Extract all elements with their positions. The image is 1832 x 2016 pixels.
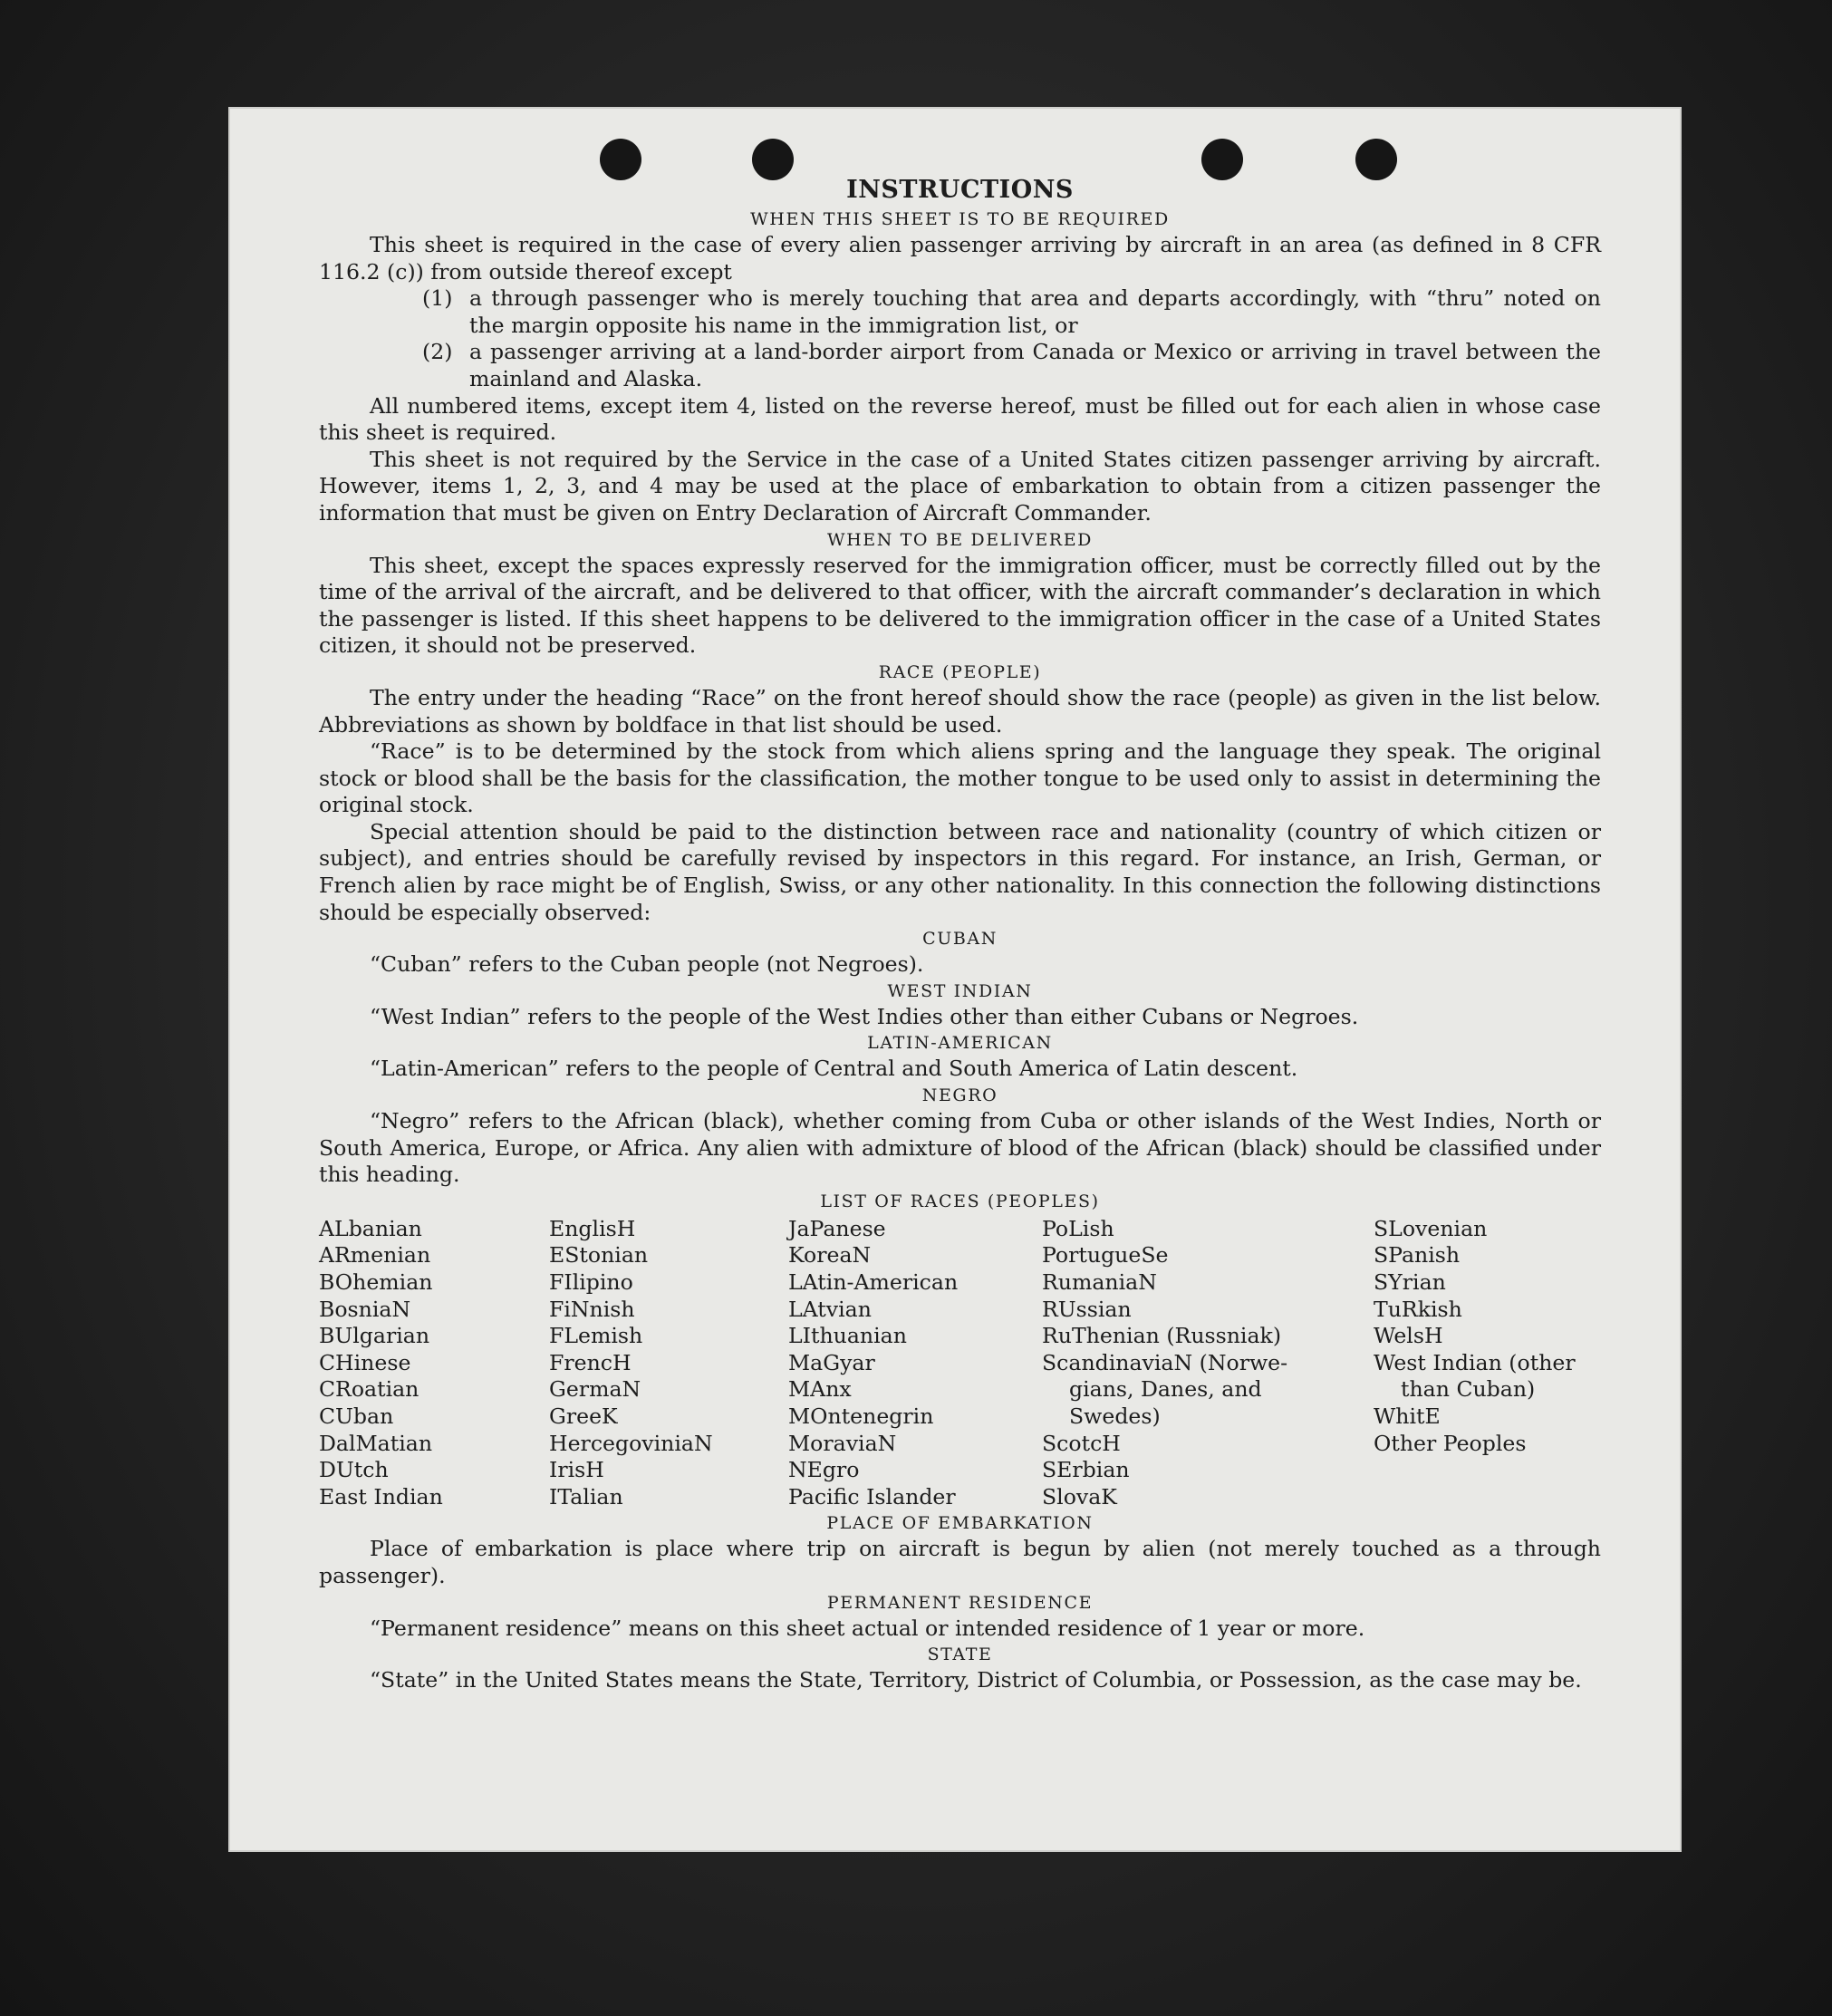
- section-heading: PERMANENT RESIDENCE: [826, 1592, 1094, 1613]
- race-entry: JaPanese: [788, 1215, 886, 1241]
- race-entry: FIlipino: [549, 1269, 633, 1295]
- race-entry: CUban: [319, 1403, 394, 1429]
- race-entry: HercegoviniaN: [549, 1430, 713, 1456]
- race-column: [788, 1216, 1042, 1511]
- race-entry: FrencH: [549, 1349, 632, 1375]
- race-entry: SYrian: [1374, 1269, 1446, 1295]
- race-entry: CHinese: [319, 1349, 411, 1375]
- race-entry: RumaniaN: [1042, 1269, 1157, 1295]
- paragraph: This sheet is required in the case of every alien passenger arriving by aircraft in an area (as defined in 8 CFR 116.2 (c)) from outside thereof except: [319, 232, 1601, 285]
- item-number: (1): [422, 285, 453, 312]
- race-entry: EnglisH: [549, 1215, 636, 1241]
- race-column: [1042, 1216, 1374, 1511]
- race-column: [549, 1216, 788, 1511]
- race-entry: ScotcH: [1042, 1430, 1121, 1456]
- item-number: (2): [422, 339, 453, 365]
- race-entry: Swedes): [1069, 1403, 1161, 1429]
- race-entry: SErbian: [1042, 1457, 1130, 1483]
- paragraph: The entry under the heading “Race” on the front hereof should show the race (people) as given in the list below. Abbreviations as shown by boldface in that list should be used.: [319, 684, 1601, 738]
- race-entry: FLemish: [549, 1323, 643, 1349]
- race-entry: SLovenian: [1374, 1215, 1488, 1241]
- race-entry: East Indian: [319, 1483, 443, 1510]
- race-entry: Pacific Islander: [788, 1483, 956, 1510]
- section-heading: NEGRO: [921, 1085, 998, 1106]
- punch-hole: [1355, 139, 1397, 180]
- paragraph: Special attention should be paid to the distinction between race and nationality (country of which citizen or subject), and entries should be carefully revised by inspectors in this regard. For instance, an Irish, German, or French alien by race might be of English, Swiss, or any other nationality. In this connection the following distinctions should be especially observed:: [319, 818, 1601, 925]
- race-entry: GreeK: [549, 1403, 618, 1429]
- punch-hole: [752, 139, 794, 180]
- race-entry: FiNnish: [549, 1296, 635, 1322]
- paragraph: This sheet is not required by the Service in the case of a United States citizen passenger arriving by aircraft. However, items 1, 2, 3, and 4 may be used at the place of embarkation to obtain from a citizen passenger the information that must be given on Entry Declaration of Aircraft Commander.: [319, 446, 1601, 526]
- race-entry: ARmenian: [319, 1242, 431, 1268]
- paragraph: “State” in the United States means the State, Territory, District of Columbia, or Possession, as the case may be.: [370, 1667, 1582, 1693]
- race-entry: ScandinaviaN (Norwe-: [1042, 1349, 1288, 1375]
- race-entry: than Cuban): [1401, 1376, 1536, 1403]
- race-column: [319, 1216, 549, 1511]
- section-heading: LATIN-AMERICAN: [867, 1033, 1053, 1054]
- paragraph: “Latin-American” refers to the people of Central and South America of Latin descent.: [370, 1056, 1298, 1082]
- race-entry: RuThenian (Russniak): [1042, 1323, 1282, 1349]
- race-entry: EStonian: [549, 1242, 649, 1268]
- race-entry: MoraviaN: [788, 1430, 897, 1456]
- race-entry: MAnx: [788, 1376, 852, 1403]
- paragraph: All numbered items, except item 4, listed on the reverse hereof, must be filled out for each alien in whose case this sheet is required.: [319, 392, 1601, 446]
- punch-hole: [1201, 139, 1243, 180]
- section-heading: LIST OF RACES (PEOPLES): [820, 1191, 1100, 1211]
- section-heading: CUBAN: [922, 929, 998, 950]
- section-heading: WHEN THIS SHEET IS TO BE REQUIRED: [750, 209, 1170, 229]
- race-entry: WhitE: [1374, 1403, 1441, 1429]
- race-entry: IrisH: [549, 1457, 604, 1483]
- race-entry: BosniaN: [319, 1296, 411, 1322]
- race-entry: NEgro: [788, 1457, 860, 1483]
- race-entry: ITalian: [549, 1483, 623, 1510]
- race-entry: GermaN: [549, 1376, 641, 1403]
- race-entry: KoreaN: [788, 1242, 872, 1268]
- race-entry: MOntenegrin: [788, 1403, 934, 1429]
- race-entry: DUtch: [319, 1457, 389, 1483]
- list-item: [319, 339, 1601, 392]
- paragraph: “Permanent residence” means on this sheet actual or intended residence of 1 year or more.: [370, 1615, 1365, 1641]
- race-entry: CRoatian: [319, 1376, 419, 1403]
- race-entry: LAtin-American: [788, 1269, 959, 1295]
- item-text: a passenger arriving at a land-border airport from Canada or Mexico or arriving in travel between the mainland and Alaska.: [469, 339, 1601, 391]
- document-title: INSTRUCTIONS: [846, 176, 1074, 204]
- document-page: [228, 107, 1682, 1852]
- race-entry: Other Peoples: [1374, 1430, 1527, 1456]
- race-entry: BUlgarian: [319, 1323, 430, 1349]
- race-entry: LAtvian: [788, 1296, 872, 1322]
- punch-hole: [600, 139, 641, 180]
- race-entry: ALbanian: [319, 1215, 422, 1241]
- race-entry: SlovaK: [1042, 1483, 1117, 1510]
- race-entry: MaGyar: [788, 1349, 875, 1375]
- section-heading: RACE (PEOPLE): [878, 661, 1042, 682]
- paragraph: “West Indian” refers to the people of the West Indies other than either Cubans or Negroes.: [370, 1003, 1359, 1029]
- race-list: [319, 1216, 1601, 1511]
- paragraph: “Cuban” refers to the Cuban people (not Negroes).: [370, 951, 924, 978]
- section-heading: PLACE OF EMBARKATION: [826, 1513, 1094, 1534]
- race-entry: SPanish: [1374, 1242, 1461, 1268]
- item-text: a through passenger who is merely touching that area and departs accordingly, with “thru” noted on the margin opposite his name in the immigration list, or: [469, 285, 1601, 338]
- paragraph: Place of embarkation is place where trip on aircraft is begun by alien (not merely touched as a through passenger).: [319, 1536, 1601, 1588]
- race-entry: TuRkish: [1374, 1296, 1462, 1322]
- race-entry: WelsH: [1374, 1323, 1443, 1349]
- race-entry: DalMatian: [319, 1430, 433, 1456]
- race-entry: gians, Danes, and: [1069, 1376, 1262, 1403]
- race-entry: PortugueSe: [1042, 1242, 1169, 1268]
- document-body: [319, 176, 1601, 1694]
- section-heading: WEST INDIAN: [887, 980, 1033, 1001]
- paragraph: “Negro” refers to the African (black), whether coming from Cuba or other islands of the West Indies, North or South America, Europe, or Africa. Any alien with admixture of blood of the African (black) should be classified under this heading.: [319, 1108, 1601, 1188]
- paragraph: This sheet, except the spaces expressly reserved for the immigration officer, must be correctly filled out by the time of the arrival of the aircraft, and be delivered to that officer, with the aircraft commander’s declaration in which the passenger is listed. If this sheet happens to be delivered to the immigration officer in the case of a United States citizen, it should not be preserved.: [319, 552, 1601, 659]
- section-heading: STATE: [927, 1645, 993, 1665]
- race-column: [1374, 1216, 1601, 1511]
- race-entry: West Indian (other: [1374, 1349, 1576, 1375]
- race-entry: LIthuanian: [788, 1323, 907, 1349]
- race-entry: RUssian: [1042, 1296, 1132, 1322]
- race-entry: PoLish: [1042, 1215, 1114, 1241]
- paragraph: “Race” is to be determined by the stock from which aliens spring and the language they speak. The original stock or blood shall be the basis for the classification, the mother tongue to be used only to assist in determining the original stock.: [319, 738, 1601, 818]
- race-entry: BOhemian: [319, 1269, 433, 1295]
- list-item: [319, 285, 1601, 339]
- section-heading: WHEN TO BE DELIVERED: [826, 529, 1094, 550]
